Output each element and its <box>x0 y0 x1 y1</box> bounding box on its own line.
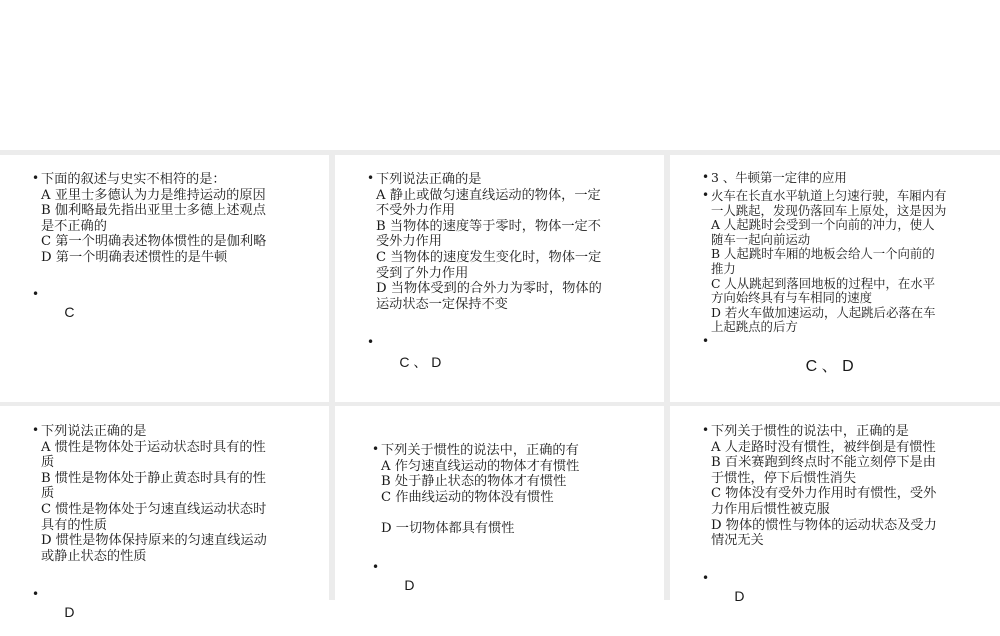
bullet-icon: • <box>32 587 40 601</box>
slide-thumbnail[interactable] <box>670 406 1000 604</box>
option-line: 具有的性质 <box>41 517 107 533</box>
option-line: 上起跳点的后方 <box>711 319 798 335</box>
answer-text <box>367 335 442 388</box>
bullet-icon: • <box>32 287 40 301</box>
option-line: 不受外力作用 <box>376 203 456 219</box>
question-block <box>702 188 947 335</box>
option-line: 是不正确的 <box>41 218 107 234</box>
question-stem: 下列关于惯性的说法中，正确的是 <box>711 424 909 439</box>
answer-value: C 、 D <box>399 354 442 370</box>
option-line: B 处于静止状态的物体才有惯性 <box>381 474 567 490</box>
option-line: A 亚里士多德认为力是维持运动的原因 <box>41 187 266 203</box>
answer-text <box>372 560 415 609</box>
question-block <box>702 423 937 549</box>
question-block <box>702 170 847 186</box>
slide-thumbnail[interactable] <box>335 155 664 402</box>
slide-thumbnail[interactable] <box>335 406 664 600</box>
option-line: C 第一个明确表述物体惯性的是伽利略 <box>41 234 267 250</box>
option-line: 方向始终具有与车相同的速度 <box>711 290 873 306</box>
option-line: 力作用后惯性被克服 <box>711 501 830 517</box>
option-line: 受外力作用 <box>376 234 442 250</box>
option-line: 一人跳起，发现仍落回车上原处，这是因为 <box>711 202 947 218</box>
option-line: D 惯性是物体保持原来的匀速直线运动 <box>41 533 267 549</box>
question-block <box>372 442 580 537</box>
question-block <box>32 423 267 564</box>
bullet-icon: • <box>32 423 40 437</box>
bullet-icon: • <box>367 335 375 349</box>
option-line: B 当物体的速度等于零时，物体一定不 <box>376 218 601 234</box>
option-line: C 当物体的速度发生变化时，物体一定 <box>376 249 602 265</box>
bullet-icon: • <box>372 442 380 456</box>
bullet-icon: • <box>367 171 375 185</box>
bullet-icon: • <box>372 560 380 574</box>
question-stem: 下列说法正确的是 <box>41 424 147 439</box>
answer-text <box>32 587 75 636</box>
option-line: A 作匀速直线运动的物体才有惯性 <box>381 458 580 474</box>
option-line: 质 <box>41 486 55 502</box>
option-line: A 人起跳时会受到一个向前的冲力，使人 <box>711 217 935 233</box>
bullet-icon: • <box>702 188 710 202</box>
option-line: D 第一个明确表述惯性的是牛顿 <box>41 249 228 265</box>
answer-value: C 、 D <box>805 358 854 375</box>
question-stem: 下面的叙述与史实不相符的是： <box>41 172 226 187</box>
question-stem: 火车在长直水平轨道上匀速行驶，车厢内有 <box>711 188 947 203</box>
question-block <box>367 171 602 312</box>
option-line: A 惯性是物体处于运动状态时具有的性 <box>41 439 266 455</box>
answer-text <box>702 571 745 620</box>
answer-text <box>702 334 854 394</box>
bullet-icon: • <box>702 571 710 585</box>
question-block <box>32 171 267 266</box>
slide-thumbnail[interactable] <box>670 155 1000 402</box>
option-line: D 物体的惯性与物体的运动状态及受力 <box>711 517 937 533</box>
answer-value: D <box>64 604 75 620</box>
option-line: 受到了外力作用 <box>376 265 469 281</box>
option-line: 质 <box>41 455 55 471</box>
option-line: B 人起跳时车厢的地板会给人一个向前的 <box>711 246 935 262</box>
option-line: 于惯性，停下后惯性消失 <box>711 470 857 486</box>
option-line: A 静止或做匀速直线运动的物体，一定 <box>376 187 601 203</box>
slide-thumbnail[interactable] <box>0 406 329 620</box>
section-heading: 3 、牛顿第一定律的应用 <box>711 170 847 185</box>
option-line: 或静止状态的性质 <box>41 548 147 564</box>
bullet-icon: • <box>702 170 710 184</box>
option-line: D 当物体受到的合外力为零时，物体的 <box>376 281 602 297</box>
answer-value: D <box>734 588 745 604</box>
option-line: 随车一起向前运动 <box>711 231 811 247</box>
bullet-icon: • <box>32 171 40 185</box>
option-line: C 惯性是物体处于匀速直线运动状态时 <box>41 501 267 517</box>
question-stem: 下列说法正确的是 <box>376 172 482 187</box>
option-line: D 若火车做加速运动，人起跳后必落在车 <box>711 304 936 320</box>
option-line: C 人从跳起到落回地板的过程中，在水平 <box>711 275 936 291</box>
bullet-icon: • <box>702 334 710 348</box>
option-line: A 人走路时没有惯性，被绊倒是有惯性 <box>711 439 936 455</box>
option-line: C 物体没有受外力作用时有惯性，受外 <box>711 486 937 502</box>
option-line: B 伽利略最先指出亚里士多德上述观点 <box>41 203 266 219</box>
bullet-icon: • <box>702 423 710 437</box>
answer-text <box>32 287 75 336</box>
option-line: D 一切物体都具有惯性 <box>381 520 515 536</box>
option-line: B 百米赛跑到终点时不能立刻停下是由 <box>711 455 936 471</box>
option-line: B 惯性是物体处于静止黄态时具有的性 <box>41 470 266 486</box>
slide-thumbnail[interactable] <box>0 155 329 402</box>
answer-value: D <box>404 577 415 593</box>
option-line: 推力 <box>711 260 736 276</box>
answer-value: C <box>64 304 75 320</box>
question-stem: 下列关于惯性的说法中，正确的有 <box>381 443 579 458</box>
option-line: 运动状态一定保持不变 <box>376 296 508 312</box>
option-line: C 作曲线运动的物体没有惯性 <box>381 489 554 505</box>
option-line: 情况无关 <box>711 533 764 549</box>
blank-line <box>381 505 579 521</box>
